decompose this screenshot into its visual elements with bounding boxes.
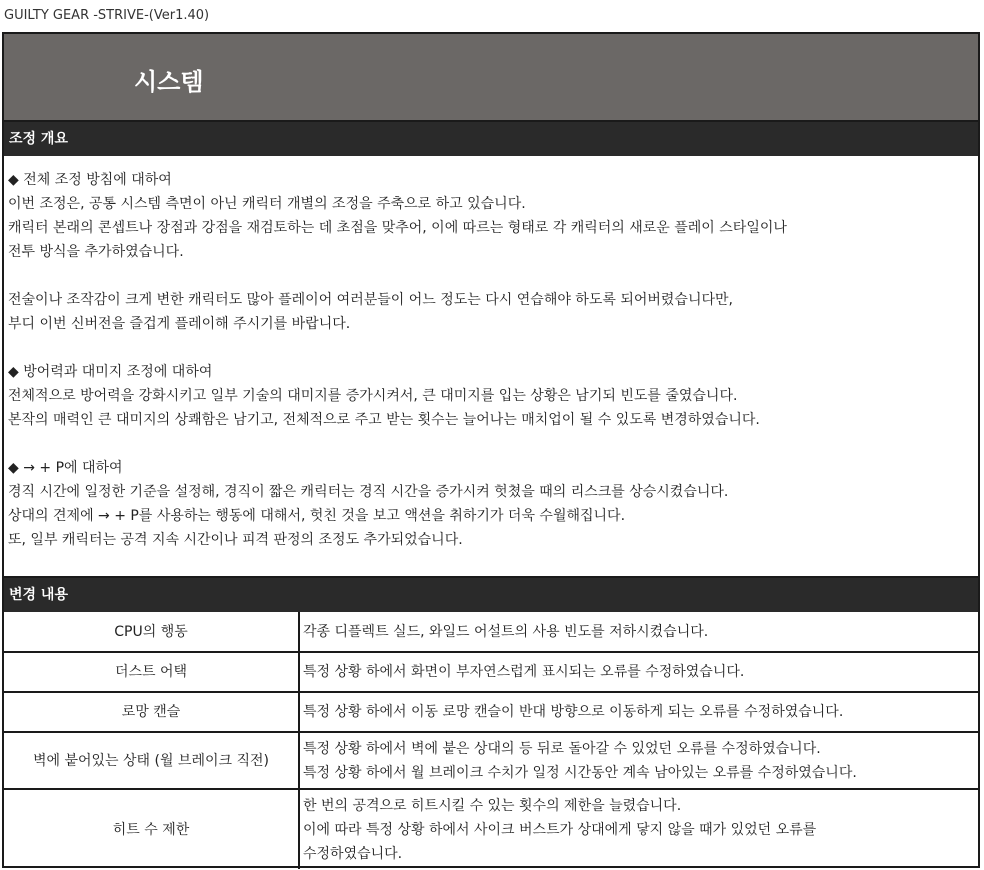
change-description-line: 한 번의 공격으로 히트시킬 수 있는 횟수의 제한을 늘렸습니다. <box>303 797 682 814</box>
table-row <box>4 732 978 789</box>
change-description-line: 특정 상황 하에서 벽에 붙은 상대의 등 뒤로 돌아갈 수 있었던 오류를 수정하였습니다. <box>303 740 821 757</box>
banner <box>4 34 978 122</box>
patch-notes-frame <box>2 32 980 868</box>
change-description <box>299 732 978 789</box>
overview-line: 전체적으로 방어력을 강화시키고 일부 기술의 대미지를 증가시켜서, 큰 대미지를 입는 상황은 남기되 빈도를 줄였습니다. <box>8 388 738 404</box>
change-description-line: 특정 상황 하에서 월 브레이크 수치가 일정 시간동안 계속 남아있는 오류를 수정하였습니다. <box>303 764 857 781</box>
overview-line: ◆ 전체 조정 방침에 대하여 <box>8 172 172 188</box>
changes-table <box>4 612 978 869</box>
section-header-overview: 조정 개요 <box>4 122 978 156</box>
table-row <box>4 612 978 652</box>
overview-line: 상대의 견제에 → + P를 사용하는 행동에 대해서, 헛친 것을 보고 액션을 취하기가 더욱 수월해집니다. <box>8 508 626 524</box>
overview-line: ◆ 방어력과 대미지 조정에 대하여 <box>8 364 213 380</box>
overview-body <box>4 156 978 578</box>
change-category: 히트 수 제한 <box>4 789 299 869</box>
overview-line: 전투 방식을 추가하였습니다. <box>8 244 184 260</box>
overview-line: 이번 조정은, 공통 시스템 측면이 아닌 캐릭터 개별의 조정을 주축으로 하고 있습니다. <box>8 196 526 212</box>
change-description-line: 특정 상황 하에서 이동 로망 캔슬이 반대 방향으로 이동하게 되는 오류를 수정하였습니다. <box>303 704 844 720</box>
change-description-line: 이에 따라 특정 상황 하에서 사이크 버스트가 상대에게 닿지 않을 때가 있었던 오류를 <box>303 821 817 838</box>
change-category: 더스트 어택 <box>4 652 299 692</box>
change-description-line: 각종 디플렉트 실드, 와일드 어설트의 사용 빈도를 저하시켰습니다. <box>303 623 709 640</box>
change-description <box>299 692 978 732</box>
table-row <box>4 652 978 692</box>
change-description <box>299 789 978 869</box>
table-row <box>4 789 978 869</box>
change-description <box>299 612 978 652</box>
change-category: 로망 캔슬 <box>4 692 299 732</box>
change-category: 벽에 붙어있는 상태 (월 브레이크 직전) <box>4 732 299 789</box>
overview-line: 또, 일부 캐릭터는 공격 지속 시간이나 피격 판정의 조정도 추가되었습니다. <box>8 532 463 548</box>
change-description <box>299 652 978 692</box>
overview-line-blank <box>8 264 978 288</box>
document-title: GUILTY GEAR -STRIVE-(Ver1.40) <box>4 8 210 23</box>
overview-line-blank <box>8 432 978 456</box>
overview-line-blank <box>8 336 978 360</box>
overview-line: 캐릭터 본래의 콘셉트나 장점과 강점을 재검토하는 데 초점을 맞추어, 이에 따르는 형태로 각 캐릭터의 새로운 플레이 스타일이나 <box>8 220 787 236</box>
overview-line: 전술이나 조작감이 크게 변한 캐릭터도 많아 플레이어 여러분들이 어느 정도는 다시 연습해야 하도록 되어버렸습니다만, <box>8 292 733 308</box>
overview-line: 경직 시간에 일정한 기준을 설정해, 경직이 짧은 캐릭터는 경직 시간을 증가시켜 헛쳤을 때의 리스크를 상승시켰습니다. <box>8 484 729 500</box>
section-header-changes: 변경 내용 <box>4 578 978 612</box>
overview-line: ◆ → + P에 대하여 <box>8 460 123 476</box>
banner-title: 시스템 <box>134 68 204 96</box>
overview-line: 본작의 매력인 큰 대미지의 상쾌함은 남기고, 전체적으로 주고 받는 횟수는 늘어나는 매치업이 될 수 있도록 변경하였습니다. <box>8 412 760 428</box>
change-description-line: 특정 상황 하에서 화면이 부자연스럽게 표시되는 오류를 수정하였습니다. <box>303 664 745 680</box>
overview-line: 부디 이번 신버전을 즐겁게 플레이해 주시기를 바랍니다. <box>8 316 351 332</box>
change-description-line: 수정하였습니다. <box>303 845 403 862</box>
table-row <box>4 692 978 732</box>
change-category: CPU의 행동 <box>4 612 299 652</box>
